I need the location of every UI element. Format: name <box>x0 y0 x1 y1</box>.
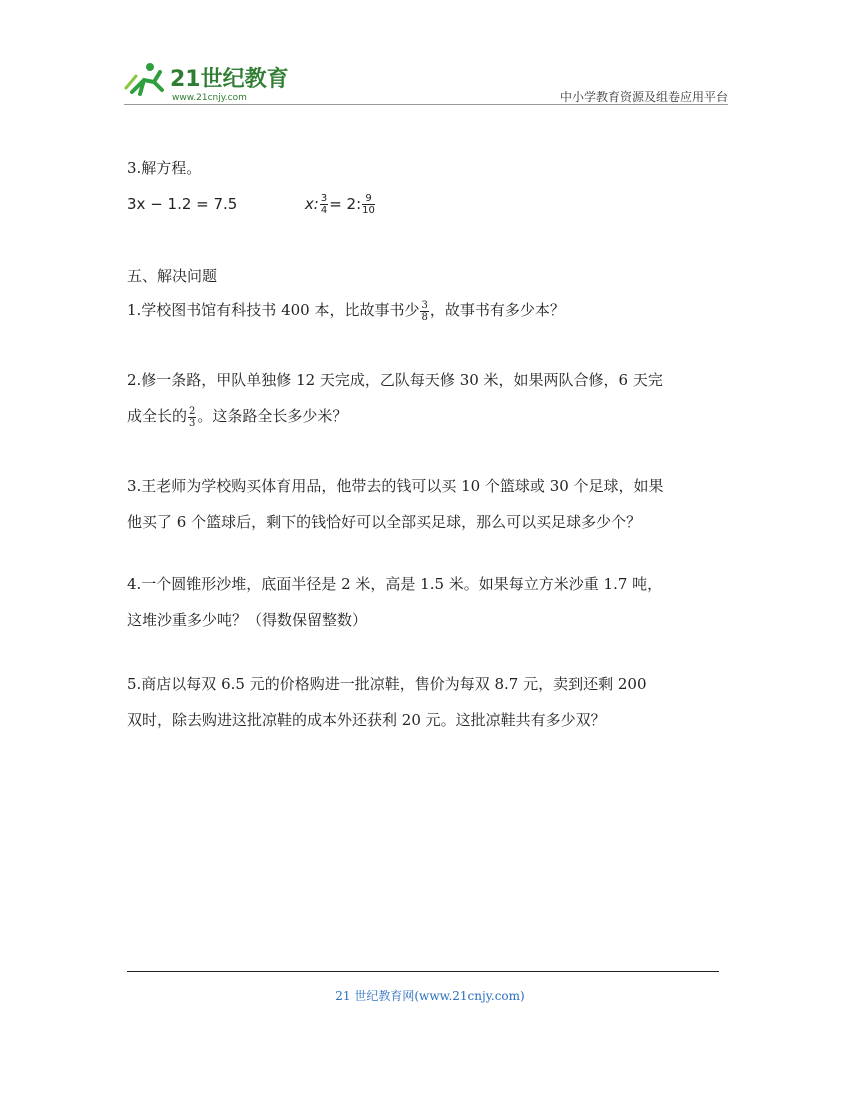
question-3-line2: 他买了 6 个篮球后，剩下的钱恰好可以全部买足球，那么可以买足球多少个？ <box>127 513 642 531</box>
question-3-line1: 3.王老师为学校购买体育用品，他带去的钱可以买 10 个篮球或 30 个足球，如果 <box>127 477 664 495</box>
header-divider <box>124 104 728 105</box>
question-2-line2: 成全长的 $\frac{2}{3}$ 。这条路全长多少米？ <box>127 405 348 429</box>
page-header <box>124 58 728 104</box>
runner-icon <box>126 63 162 94</box>
question-5-line2: 双时，除去购进这批凉鞋的成本外还获利 20 元。这批凉鞋共有多少双？ <box>127 711 606 729</box>
section5-title: 五、解决问题 <box>127 267 218 285</box>
equation-row <box>127 186 376 222</box>
svg-text:21世纪教育: 21世纪教育 <box>170 67 289 92</box>
section3-title: 3.解方程。 <box>127 159 202 177</box>
equation-1: 3x − 1.2 = 7.5 <box>127 195 238 213</box>
question-4-line2: 这堆沙重多少吨？（得数保留整数） <box>127 611 368 629</box>
question-2-line1: 2.修一条路，甲队单独修 12 天完成，乙队每天修 30 米，如果两队合修，6 天完 <box>127 371 663 389</box>
question-1: 1.学校图书馆有科技书 400 本，比故事书少 $\frac{3}{8}$ ，故事书有多少本？ <box>127 299 565 323</box>
footer-divider <box>127 971 719 972</box>
question-5-line1: 5.商店以每双 6.5 元的价格购进一批凉鞋，售价为每双 8.7 元，卖到还剩 200 <box>127 675 647 693</box>
site-logo <box>124 58 294 104</box>
equation-2: x: $\frac{3}{4}$ = 2: $\frac{9}{10}$ <box>304 193 375 216</box>
question-4-line1: 4.一个圆锥形沙堆，底面半径是 2 米，高是 1.5 米。如果每立方米沙重 1.7 吨， <box>127 575 663 593</box>
svg-text:www.21cnjy.com: www.21cnjy.com <box>172 93 247 103</box>
platform-name: 中小学教育资源及组卷应用平台 <box>559 90 728 104</box>
footer-link[interactable]: 21 世纪教育网(www.21cnjy.com) <box>335 989 525 1003</box>
